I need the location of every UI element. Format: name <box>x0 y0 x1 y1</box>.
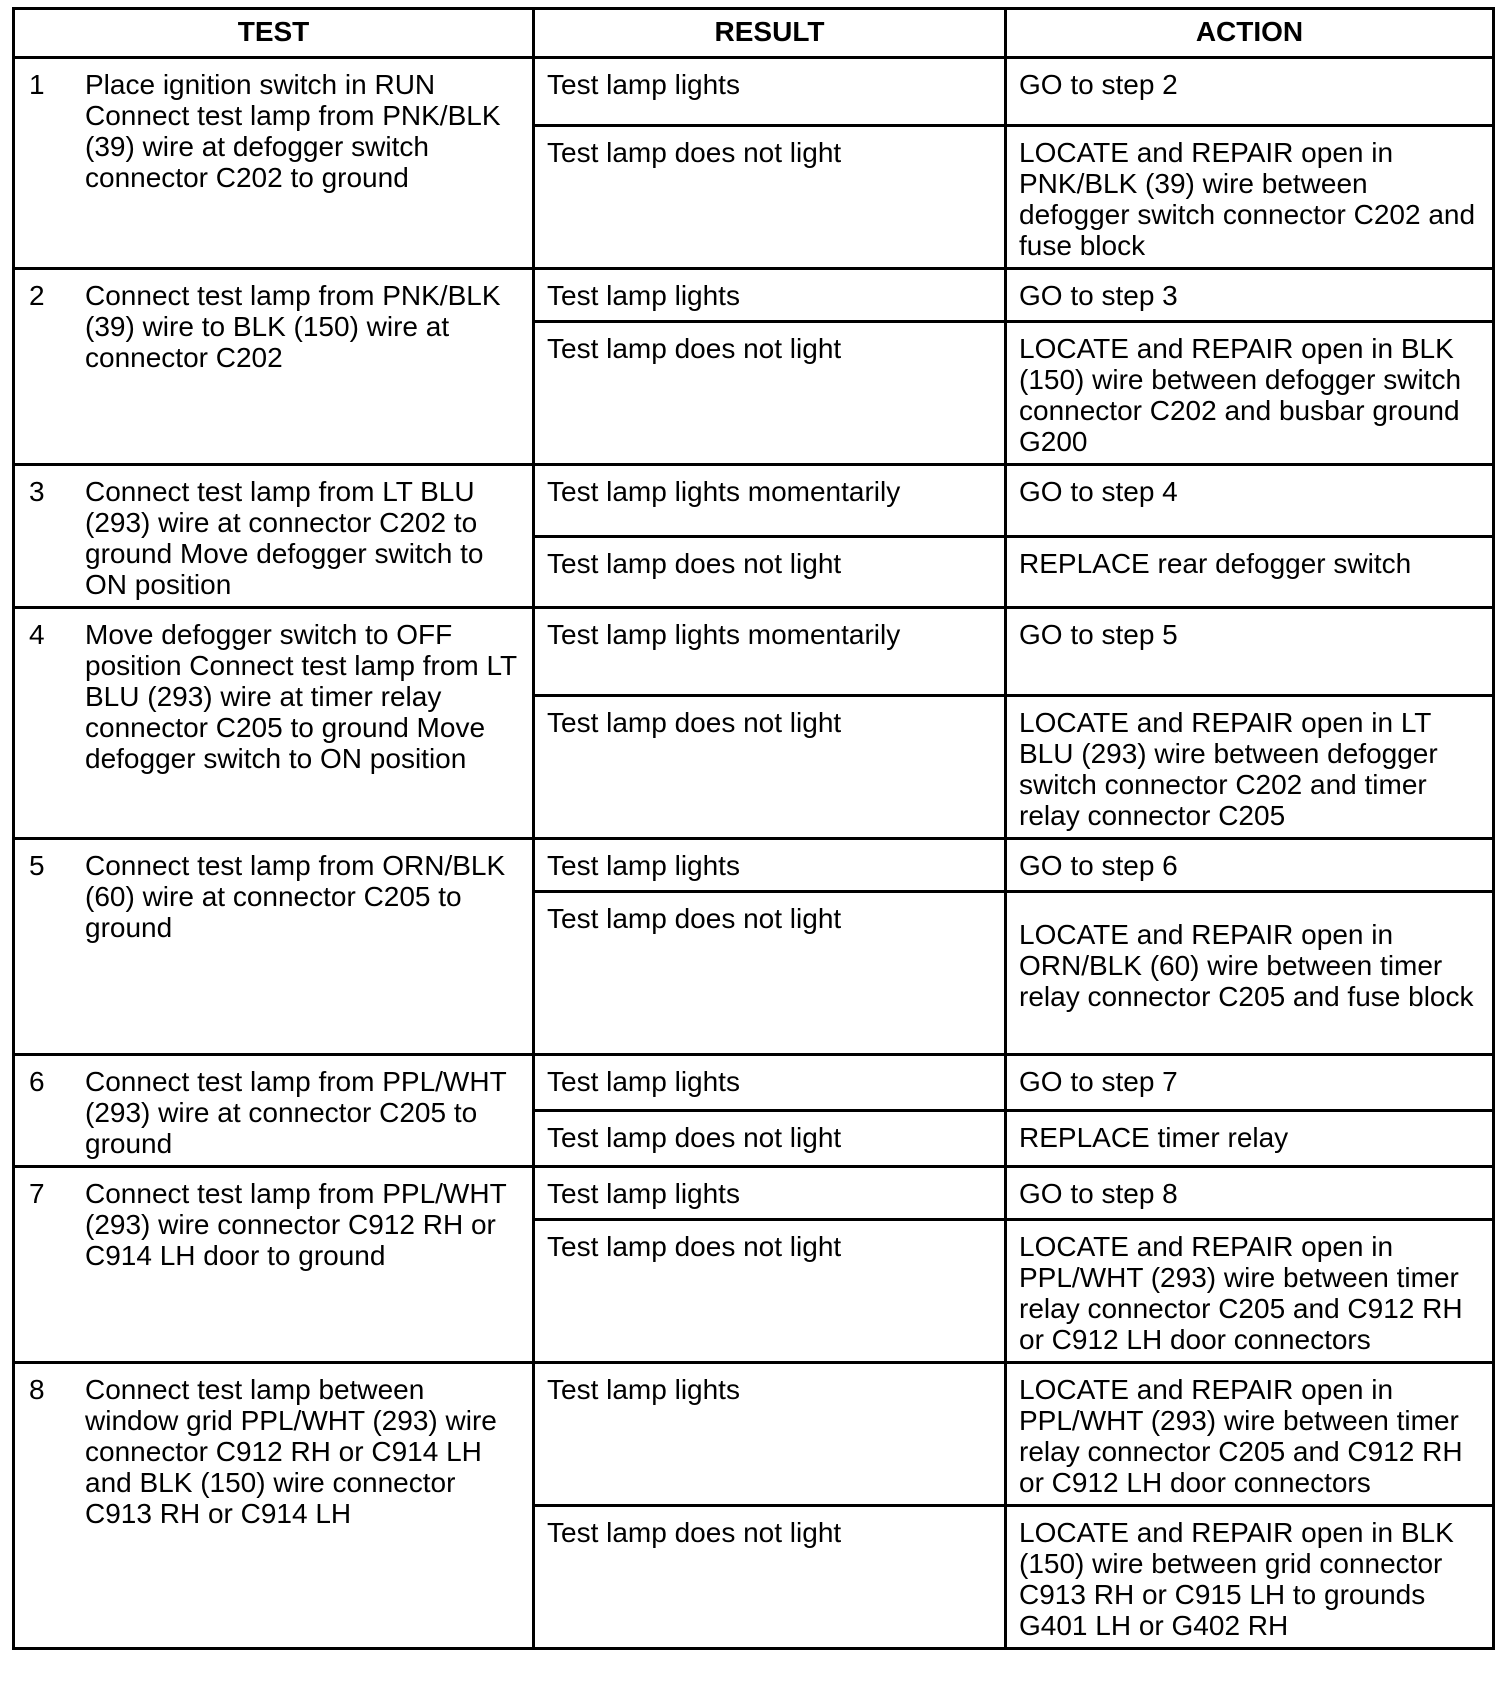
result-cell: Test lamp lights momentarily <box>534 608 1006 696</box>
result-cell: Test lamp does not light <box>534 1111 1006 1167</box>
step-2-row-a <box>14 269 1494 322</box>
step-3-row-a <box>14 465 1494 537</box>
result-cell: Test lamp lights momentarily <box>534 465 1006 537</box>
step-4-row-a <box>14 608 1494 696</box>
action-cell: GO to step 3 <box>1006 269 1494 322</box>
step-8-test <box>14 1363 534 1649</box>
step-8-row-a <box>14 1363 1494 1506</box>
step-5-row-a <box>14 839 1494 892</box>
step-1-test <box>14 58 534 269</box>
result-cell: Test lamp does not light <box>534 1506 1006 1649</box>
action-cell: LOCATE and REPAIR open in PPL/WHT (293) wire between timer relay connector C205 and C912 RH or C912 LH door connectors <box>1006 1220 1494 1363</box>
step-7-test <box>14 1167 534 1363</box>
step-3-test <box>14 465 534 608</box>
step-1-row-a <box>14 58 1494 126</box>
test-description: Connect test lamp from PNK/BLK (39) wire to BLK (150) wire at connector C202 <box>85 280 501 373</box>
step-number: 4 <box>29 619 45 650</box>
step-4-test <box>14 608 534 839</box>
result-cell: Test lamp lights <box>534 1363 1006 1506</box>
step-5-test <box>14 839 534 1055</box>
result-cell: Test lamp lights <box>534 1167 1006 1220</box>
action-cell: LOCATE and REPAIR open in PPL/WHT (293) wire between timer relay connector C205 and C912 RH or C912 LH door connectors <box>1006 1363 1494 1506</box>
action-cell: GO to step 6 <box>1006 839 1494 892</box>
header-action: ACTION <box>1006 9 1494 58</box>
action-cell: GO to step 2 <box>1006 58 1494 126</box>
step-number: 3 <box>29 476 45 507</box>
test-description: Connect test lamp from LT BLU (293) wire at connector C202 to ground Move defogger switch to ON position <box>85 476 484 600</box>
test-description: Connect test lamp from ORN/BLK (60) wire at connector C205 to ground <box>85 850 506 943</box>
step-number: 5 <box>29 850 45 881</box>
action-cell: GO to step 7 <box>1006 1055 1494 1111</box>
action-cell: GO to step 4 <box>1006 465 1494 537</box>
result-cell: Test lamp does not light <box>534 892 1006 1055</box>
step-number: 6 <box>29 1066 45 1097</box>
action-cell: LOCATE and REPAIR open in ORN/BLK (60) wire between timer relay connector C205 and fuse block <box>1006 892 1494 1055</box>
step-number: 2 <box>29 280 45 311</box>
action-cell: REPLACE rear defogger switch <box>1006 536 1494 608</box>
result-cell: Test lamp lights <box>534 58 1006 126</box>
step-6-test <box>14 1055 534 1167</box>
result-cell: Test lamp does not light <box>534 126 1006 269</box>
action-cell: LOCATE and REPAIR open in BLK (150) wire between defogger switch connector C202 and busbar ground G200 <box>1006 322 1494 465</box>
result-cell: Test lamp does not light <box>534 1220 1006 1363</box>
step-6-row-a <box>14 1055 1494 1111</box>
step-number: 7 <box>29 1178 45 1209</box>
action-cell: LOCATE and REPAIR open in BLK (150) wire between grid connector C913 RH or C915 LH to grounds G401 LH or G402 RH <box>1006 1506 1494 1649</box>
step-number: 1 <box>29 69 45 100</box>
result-cell: Test lamp lights <box>534 269 1006 322</box>
action-cell: GO to step 8 <box>1006 1167 1494 1220</box>
header-row <box>14 9 1494 58</box>
action-cell: REPLACE timer relay <box>1006 1111 1494 1167</box>
action-cell: LOCATE and REPAIR open in LT BLU (293) wire between defogger switch connector C202 and timer relay connector C205 <box>1006 696 1494 839</box>
action-cell: GO to step 5 <box>1006 608 1494 696</box>
result-cell: Test lamp lights <box>534 839 1006 892</box>
result-cell: Test lamp does not light <box>534 696 1006 839</box>
header-test: TEST <box>14 9 534 58</box>
result-cell: Test lamp does not light <box>534 536 1006 608</box>
test-description: Connect test lamp from PPL/WHT (293) wire at connector C205 to ground <box>85 1066 507 1159</box>
test-description: Place ignition switch in RUN Connect test lamp from PNK/BLK (39) wire at defogger switch connector C202 to ground <box>85 69 501 193</box>
step-2-test <box>14 269 534 465</box>
step-7-row-a <box>14 1167 1494 1220</box>
test-description: Connect test lamp between window grid PPL/WHT (293) wire connector C912 RH or C914 LH and BLK (150) wire connector C913 RH or C914 LH <box>85 1374 497 1529</box>
diagnostic-table <box>12 7 1495 1650</box>
test-description: Connect test lamp from PPL/WHT (293) wire connector C912 RH or C914 LH door to ground <box>85 1178 507 1271</box>
result-cell: Test lamp does not light <box>534 322 1006 465</box>
action-cell: LOCATE and REPAIR open in PNK/BLK (39) wire between defogger switch connector C202 and fuse block <box>1006 126 1494 269</box>
step-number: 8 <box>29 1374 45 1405</box>
test-description: Move defogger switch to OFF position Connect test lamp from LT BLU (293) wire at timer relay connector C205 to ground Move defogger switch to ON position <box>85 619 517 774</box>
header-result: RESULT <box>534 9 1006 58</box>
result-cell: Test lamp lights <box>534 1055 1006 1111</box>
